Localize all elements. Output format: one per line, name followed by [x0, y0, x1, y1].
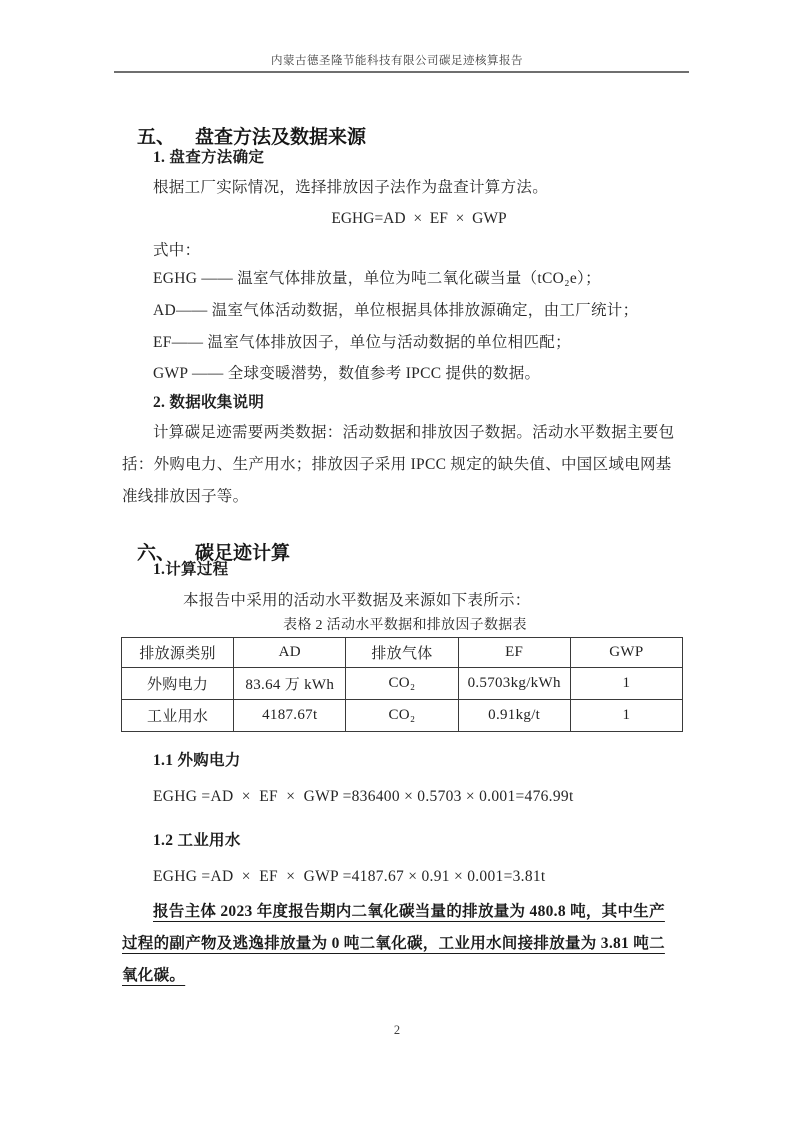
cell-electricity-gas: CO₂ [346, 668, 458, 700]
definition-gwp: GWP —— 全球变暖潜势，数值参考 IPCC 提供的数据。 [153, 365, 541, 382]
subheading-electricity: 1.1 外购电力 [153, 752, 241, 769]
paragraph-data-line1: 计算碳足迹需要两类数据：活动数据和排放因子数据。活动水平数据主要包 [153, 424, 675, 441]
subheading-1-2: 2. 数据收集说明 [153, 394, 265, 411]
table-intro: 本报告中采用的活动水平数据及来源如下表所示： [183, 592, 531, 609]
conclusion-line3: 氧化碳。 [122, 967, 186, 984]
table-header-row [122, 638, 683, 668]
formula-electricity: EGHG =AD × EF × GWP =836400 × 0.5703 × 0.001=476.99t [153, 788, 574, 805]
cell-electricity-gwp: 1 [570, 668, 682, 700]
paragraph-data-line2: 括：外购电力、生产用水；排放因子采用 IPCC 规定的缺失值、中国区域电网基 [122, 456, 672, 473]
formula-water: EGHG =AD × EF × GWP =4187.67 × 0.91 × 0.001=3.81t [153, 868, 546, 885]
col-header-ef: EF [458, 638, 570, 668]
cell-water-ad: 4187.67t [234, 700, 346, 732]
col-header-gas: 排放气体 [346, 638, 458, 668]
definition-eghg: EGHG —— 温室气体排放量，单位为吨二氧化碳当量（tCO₂e）； [153, 270, 601, 287]
running-header-title: 内蒙古德圣隆节能科技有限公司碳足迹核算报告 [271, 55, 523, 67]
section6-number: 六、 [137, 543, 176, 564]
col-header-gwp: GWP [570, 638, 682, 668]
cell-electricity-ef: 0.5703kg/kWh [458, 668, 570, 700]
col-header-ad: AD [234, 638, 346, 668]
cell-electricity-source: 外购电力 [122, 668, 234, 700]
table-row-water [122, 700, 683, 732]
section5-title: 盘查方法及数据来源 [195, 127, 367, 148]
formula-main: EGHG=AD × EF × GWP [331, 210, 507, 227]
paragraph-data-line3: 准线排放因子等。 [122, 488, 249, 505]
cell-water-ef: 0.91kg/t [458, 700, 570, 732]
formula-intro: 式中： [153, 242, 201, 259]
section6-title: 碳足迹计算 [195, 543, 291, 564]
cell-water-gas: CO₂ [346, 700, 458, 732]
col-header-source: 排放源类别 [122, 638, 234, 668]
cell-water-gwp: 1 [570, 700, 682, 732]
paragraph-method: 根据工厂实际情况，选择排放因子法作为盘查计算方法。 [153, 179, 549, 196]
conclusion-line1: 报告主体 2023 年度报告期内二氧化碳当量的排放量为 480.8 吨，其中生产 [153, 903, 665, 920]
cell-electricity-ad: 83.64 万 kWh [234, 668, 346, 700]
subheading-water: 1.2 工业用水 [153, 832, 241, 849]
activity-data-table [121, 637, 683, 732]
subheading-2-1: 1.计算过程 [153, 561, 229, 578]
table-row-electricity [122, 668, 683, 700]
cell-water-source: 工业用水 [122, 700, 234, 732]
definition-ad: AD—— 温室气体活动数据，单位根据具体排放源确定，由工厂统计； [153, 302, 639, 319]
page-number: 2 [393, 1023, 401, 1037]
header-divider-rule [114, 71, 689, 73]
table-caption: 表格 2 活动水平数据和排放因子数据表 [283, 618, 527, 633]
section5-number: 五、 [137, 127, 176, 148]
conclusion-line2: 过程的副产物及逃逸排放量为 0 吨二氧化碳，工业用水间接排放量为 3.81 吨二 [122, 935, 665, 952]
subheading-1-1: 1. 盘查方法确定 [153, 149, 265, 166]
definition-ef: EF—— 温室气体排放因子，单位与活动数据的单位相匹配； [153, 334, 571, 351]
